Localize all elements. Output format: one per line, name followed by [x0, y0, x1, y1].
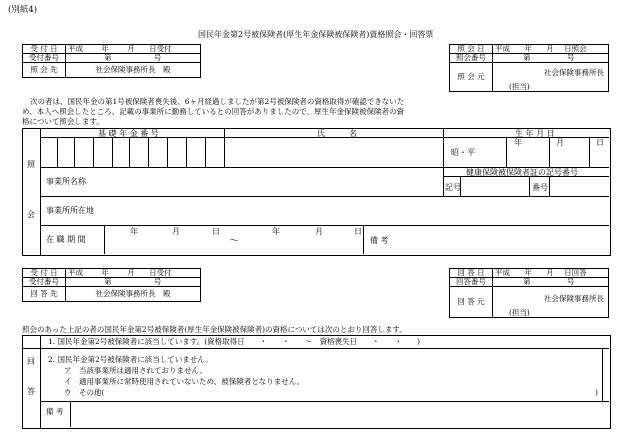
referrer-label: 照 会 先	[23, 63, 66, 78]
dai-text: 第	[523, 53, 531, 63]
birth-day-unit: 日	[596, 138, 604, 147]
era-text: 平成	[495, 44, 510, 54]
office-address-label: 事業所所在地	[46, 206, 94, 215]
received-number-field[interactable]	[66, 54, 201, 63]
month-text: 月	[546, 268, 554, 278]
referrer-field[interactable]: 社会保険事務所長 殿	[66, 63, 201, 78]
birthdate-header: 生 年 月 日	[515, 129, 555, 138]
intro-line-3: 格について照会します。	[22, 117, 104, 126]
replier-field[interactable]	[493, 287, 609, 318]
go-text: 号	[566, 53, 575, 63]
inquirer-value: 社会保険事務所長	[544, 68, 604, 77]
start-year-unit: 年	[130, 227, 138, 236]
reply-to-label: 回 答 先	[23, 287, 66, 302]
received-suffix: 日受付	[149, 268, 172, 278]
dai-text: 第	[104, 53, 112, 63]
reply-received-number-label: 受付番号	[23, 278, 66, 287]
birth-month-unit: 月	[556, 138, 564, 147]
reply-number-field[interactable]	[493, 278, 609, 287]
year-text: 年	[101, 44, 109, 54]
reply-date-label: 回 答 日	[450, 269, 493, 278]
reply-side-label-1: 回	[27, 357, 35, 366]
reply-to-field[interactable]: 社会保険事務所長 殿	[66, 287, 201, 302]
top-left-receipt-box	[22, 44, 201, 78]
basic-pension-number-header: 基 礎 年 金 番 号	[98, 129, 159, 138]
start-month-unit: 月	[172, 227, 180, 236]
number-label: 番号	[532, 183, 548, 192]
reply-date-field[interactable]	[493, 269, 609, 278]
month-text: 月	[127, 44, 135, 54]
era-options[interactable]: 昭・平	[451, 148, 475, 157]
inquirer-field[interactable]	[493, 63, 609, 92]
reply-item-2[interactable]: 2. 国民年金第2号被保険者に該当していません。	[48, 355, 213, 364]
reply-item-2c-close: )	[595, 388, 598, 397]
replier-value: 社会保険事務所長	[544, 294, 604, 303]
reply-item-2a[interactable]: ア 当該事業所は適用されておりません。	[64, 366, 207, 375]
end-year-unit: 年	[272, 227, 280, 236]
dai-text: 第	[104, 277, 112, 287]
reply-suffix: 日回答	[564, 268, 587, 278]
person-in-charge: (担当)	[509, 308, 530, 317]
go-text: 号	[153, 277, 162, 287]
inquiry-number-label: 照会番号	[450, 54, 493, 63]
office-name-label: 事業所名称	[46, 177, 86, 186]
period-tilde: 〜	[229, 236, 239, 247]
reply-item-2b[interactable]: イ 適用事業所に常時使用されていないため、被保険者となりません。	[64, 377, 305, 386]
start-day-unit: 日	[212, 227, 220, 236]
dai-text: 第	[523, 277, 531, 287]
person-in-charge: (担当)	[509, 82, 530, 91]
go-text: 号	[566, 277, 575, 287]
month-text: 月	[546, 44, 554, 54]
top-right-inquiry-box	[449, 44, 609, 92]
era-text: 平成	[68, 268, 83, 278]
inquiry-side-label-1: 照	[27, 160, 35, 169]
birth-year-unit: 年	[514, 138, 522, 147]
received-date-field[interactable]	[66, 45, 201, 54]
go-text: 号	[153, 53, 162, 63]
received-date-label: 受 付 日	[23, 45, 66, 54]
reply-side-label-2: 答	[27, 387, 35, 396]
era-text: 平成	[68, 44, 83, 54]
replier-label: 回 答 元	[450, 287, 493, 318]
era-text: 平成	[495, 268, 510, 278]
reply-intro: 照会のあった上記の者の国民年金第2号被保険者(厚生年金保険被保険者)の資格については次のとおり回答します。	[22, 325, 407, 334]
received-number-label: 受付番号	[23, 54, 66, 63]
reply-number-label: 回答番号	[450, 278, 493, 287]
received-suffix: 日受付	[149, 44, 172, 54]
insurance-cert-header: 健康保険被保険者証の記号番号	[466, 168, 578, 177]
intro-line-2: め、本人へ照会したところ、記載の事業所に勤務しているとの回答がありましたので、厚生年金保険被保険者の資	[22, 107, 405, 116]
end-day-unit: 日	[354, 227, 362, 236]
year-text: 年	[524, 44, 532, 54]
inquiry-number-field[interactable]	[493, 54, 609, 63]
page-title: 国民年金第2号被保険者(厚生年金保険被保険者)資格照会・回答票	[198, 30, 434, 39]
symbol-label: 記号	[445, 183, 461, 192]
reply-received-date-field[interactable]	[66, 269, 201, 278]
reply-received-number-field[interactable]	[66, 278, 201, 287]
reply-remarks-label: 備 考	[46, 407, 64, 416]
inquirer-label: 照 会 元	[450, 63, 493, 92]
inquiry-date-field[interactable]	[493, 45, 609, 54]
reply-received-date-label: 受 付 日	[23, 269, 66, 278]
year-text: 年	[101, 268, 109, 278]
mid-right-reply-box	[449, 268, 609, 318]
mid-left-receipt-box	[22, 268, 201, 302]
inquiry-remarks-label: 備 考	[370, 236, 389, 245]
intro-line-1: 次の者は、国民年金の第1号被保険者喪失後、6ヶ月経過しましたが第2号被保険者の資格取得が確認できないた	[30, 97, 405, 106]
year-text: 年	[524, 268, 532, 278]
employment-period-label: 在 職 期 間	[46, 235, 86, 244]
inquiry-suffix: 日照会	[564, 44, 587, 54]
inquiry-side-label-2: 会	[27, 210, 35, 219]
end-month-unit: 月	[315, 227, 323, 236]
annex-label: (別紙4)	[8, 5, 38, 15]
inquiry-date-label: 照 会 日	[450, 45, 493, 54]
month-text: 月	[127, 268, 135, 278]
reply-item-1[interactable]: 1. 国民年金第2号被保険者に該当しています。(資格取得日 ・ ・ 〜 資格喪失日 ・ ・ )	[48, 337, 421, 346]
name-header: 氏 名	[317, 129, 357, 138]
reply-item-2c[interactable]: ウ その他(	[64, 388, 105, 397]
